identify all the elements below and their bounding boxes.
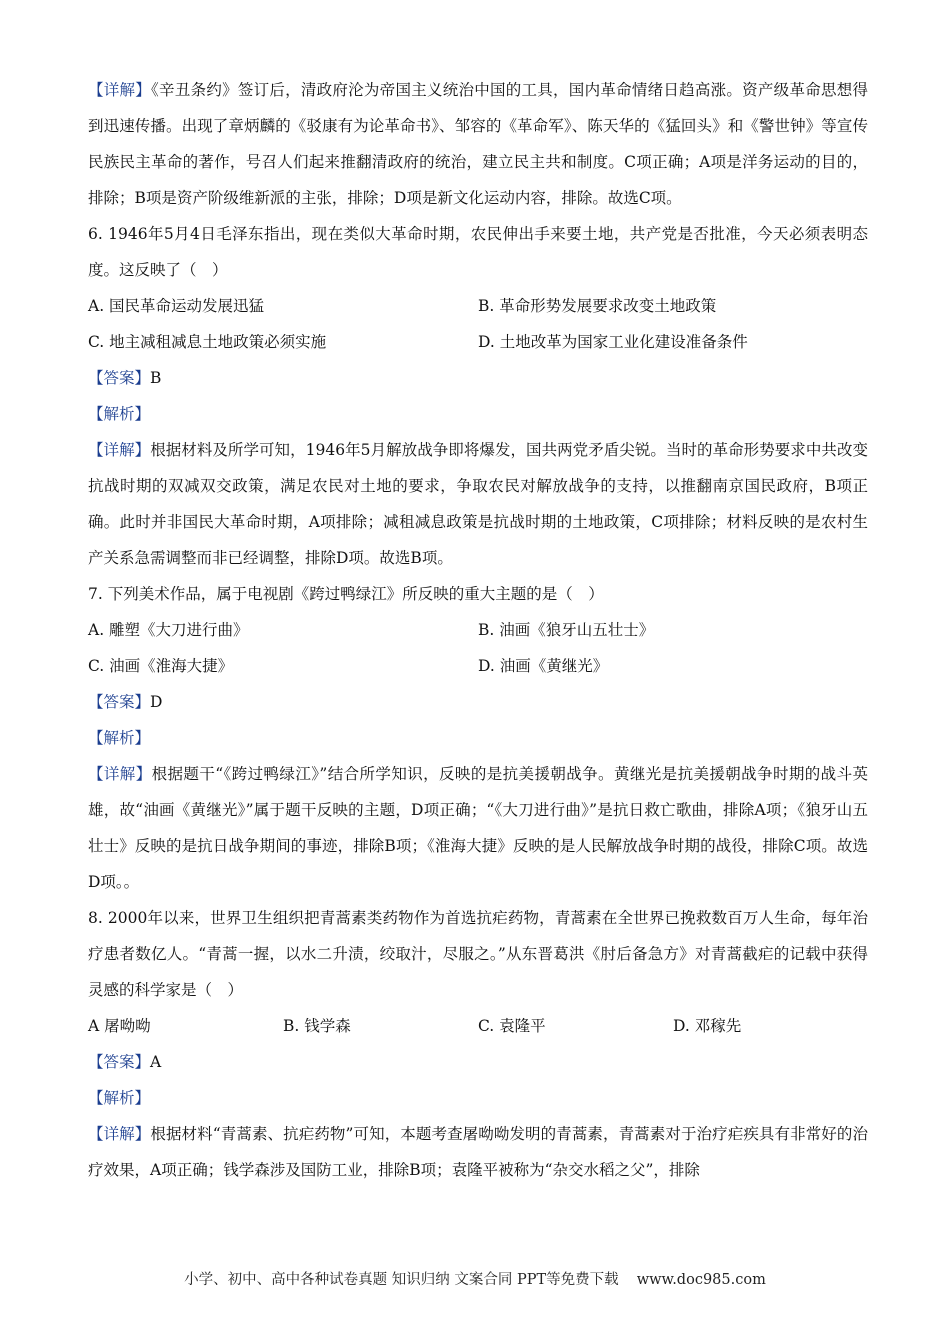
- q7-option-c: C. 油画《淮海大捷》: [88, 657, 234, 675]
- answer-label: 【答案】: [88, 693, 151, 711]
- q8-detail: [88, 1116, 868, 1188]
- q6-option-c: C. 地主减租减息土地政策必须实施: [88, 333, 327, 351]
- q7-answer: [88, 684, 868, 720]
- q6-options-row-2: [88, 324, 868, 360]
- q8-answer-value: A: [150, 1053, 162, 1071]
- detail-label: 【详解】: [88, 765, 152, 783]
- q7-options-row-2: [88, 648, 868, 684]
- q6-detail-text: 根据材料及所学可知，1946年5月解放战争即将爆发，国共两党矛盾尖锐。当时的革命形势要求中共改变抗战时期的双减双交政策，满足农民对土地的要求，争取农民对解放战争的支持，以推翻南京国民政府，B项正确。此时并非国民大革命时期，A项排除；减租减息政策是抗战时期的土地政策，C项排除；材料反映的是农村生产关系急需调整而非已经调整，排除D项。故选B项。: [88, 441, 868, 567]
- q8-stem: 8. 2000年以来，世界卫生组织把青蒿素类药物作为首选抗疟药物，青蒿素在全世界已挽救数百万人生命，每年治疗患者数亿人。“青蒿一握，以水二升渍，绞取汁，尽服之。”从东晋葛洪《肘后备急方》对青蒿截疟的记载中获得灵感的科学家是（ ）: [88, 909, 868, 999]
- q7-option-a: A. 雕塑《大刀进行曲》: [88, 621, 249, 639]
- q7-detail-text: 根据题干“《跨过鸭绿江》”结合所学知识，反映的是抗美援朝战争。黄继光是抗美援朝战争时期的战斗英雄，故“油画《黄继光》”属于题干反映的主题，D项正确；“《大刀进行曲》”是抗日救亡歌曲，排除A项；《狼牙山五壮士》反映的是抗日战争期间的事迹，排除B项；《淮海大捷》反映的是人民解放战争时期的战役，排除C项。故选D项。。: [88, 765, 868, 891]
- q7-analysis-heading: [88, 720, 868, 756]
- q7-stem: 7. 下列美术作品，属于电视剧《跨过鸭绿江》所反映的重大主题的是（ ）: [88, 585, 604, 603]
- q6-stem: 6. 1946年5月4日毛泽东指出，现在类似大革命时期，农民伸出手来要土地，共产党是否批准，今天必须表明态度。这反映了（ ）: [88, 225, 868, 279]
- q6-option-a: A. 国民革命运动发展迅猛: [88, 297, 265, 315]
- q6-answer-value: B: [150, 369, 162, 387]
- q8-answer: [88, 1044, 868, 1080]
- q7-detail: [88, 756, 868, 900]
- q8-analysis-heading: [88, 1080, 868, 1116]
- answer-label: 【答案】: [88, 369, 151, 387]
- q6-option-b: B. 革命形势发展要求改变土地政策: [478, 297, 717, 315]
- q7-answer-value: D: [150, 693, 163, 711]
- detail-label: 【详解】: [88, 1125, 151, 1143]
- footer-text: 小学、初中、高中各种试卷真题 知识归纳 文案合同 PPT等免费下载: [184, 1272, 619, 1288]
- q6-options-row-1: [88, 288, 868, 324]
- q6-detail: [88, 432, 868, 576]
- analysis-label: 【解析】: [88, 405, 151, 423]
- q7-option-d: D. 油画《黄继光》: [478, 657, 609, 675]
- detail-label: 【详解】: [88, 81, 152, 99]
- q6-answer: [88, 360, 868, 396]
- q7-option-b: B. 油画《狼牙山五壮士》: [478, 621, 655, 639]
- q6-analysis-heading: [88, 396, 868, 432]
- footer-url[interactable]: www.doc985.com: [636, 1272, 766, 1288]
- page-content: [88, 72, 868, 1188]
- q8-option-c: C. 袁隆平: [478, 1017, 546, 1035]
- q8-option-a: A 屠呦呦: [88, 1017, 151, 1035]
- page-footer: [0, 1268, 950, 1289]
- analysis-label: 【解析】: [88, 729, 151, 747]
- q6-option-d: D. 土地改革为国家工业化建设准备条件: [478, 333, 748, 351]
- q8-option-d: D. 邓稼先: [673, 1017, 742, 1035]
- answer-label: 【答案】: [88, 1053, 151, 1071]
- q8-detail-text: 根据材料“青蒿素、抗疟药物”可知，本题考查屠呦呦发明的青蒿素，青蒿素对于治疗疟疾具有非常好的治疗效果，A项正确；钱学森涉及国防工业，排除B项；袁隆平被称为“杂交水稻之父”，排除: [88, 1125, 868, 1179]
- q5-detail-text: 《辛丑条约》签订后，清政府沦为帝国主义统治中国的工具，国内革命情绪日趋高涨。资产级革命思想得到迅速传播。出现了章炳麟的《驳康有为论革命书》、邹容的《革命军》、陈天华的《猛回头》和《警世钟》等宣传民族民主革命的著作，号召人们起来推翻清政府的统治，建立民主共和制度。C项正确；A项是洋务运动的目的，排除；B项是资产阶级维新派的主张，排除；D项是新文化运动内容，排除。故选C项。: [88, 81, 868, 207]
- q7-options-row-1: [88, 612, 868, 648]
- q5-detail: [88, 72, 868, 216]
- q8-options-row: [88, 1008, 868, 1044]
- detail-label: 【详解】: [88, 441, 151, 459]
- analysis-label: 【解析】: [88, 1089, 151, 1107]
- q8-option-b: B. 钱学森: [283, 1017, 351, 1035]
